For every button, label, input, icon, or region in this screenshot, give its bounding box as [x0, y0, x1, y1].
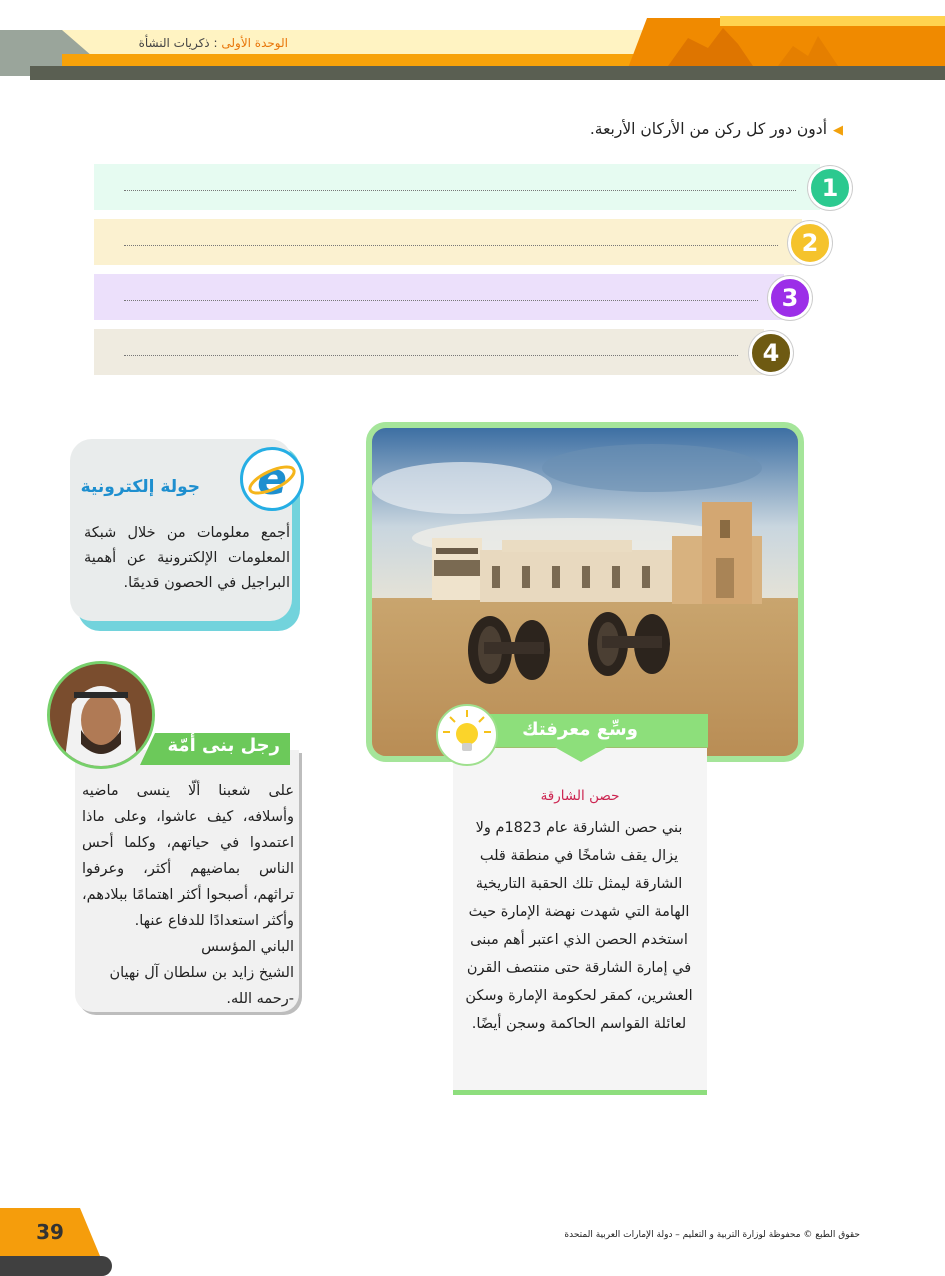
e-tour-text: أجمع معلومات من خلال شبكة المعلومات الإلكترونية عن أهمية البراجيل في الحصون قديمًا. — [84, 525, 290, 591]
answer-row-4[interactable] — [94, 329, 764, 375]
header-dark-bar — [30, 66, 945, 80]
sharjah-fort-photo — [366, 422, 804, 762]
know-more-title: وسِّع معرفتك — [522, 719, 638, 740]
quote-role: الباني المؤسس — [201, 939, 294, 955]
quote-text: على شعبنا ألّا ينسى ماضيه وأسلافه، كيف عاشوا، وعلى ماذا اعتمدوا في حياتهم، وكلما أحس الناس بماضيهم أكثر، وعرفوا تراثهم، أصبحوا أكثر اهتمامًا ببلادهم، وأكثر استعدادًا للدفاع عنها. — [82, 783, 294, 929]
quote-title: رجل بنى أمّة — [167, 735, 280, 756]
header-orange-strip — [62, 54, 672, 66]
answer-line-2[interactable] — [124, 245, 778, 246]
e-tour-box — [70, 439, 300, 631]
bullet-arrow-icon: ◀ — [833, 123, 843, 138]
know-more-text: بني حصن الشارقة عام 1823م ولا يزال يقف شامخًا في منطقة قلب الشارقة ليمثل تلك الحقبة التاريخية الهامة التي شهدت نهضة الإمارة حيث استخدم الحصن الذي اعتبر أهم مبنى في إمارة الشارقة حتى منتصف القرن العشرين، كمقر لحكومة الإمارة وسكن لعائلة القواسم الحاكمة وسجن أيضًا. — [465, 820, 693, 1032]
page-number: 39 — [36, 1220, 64, 1244]
quote-text-block — [82, 778, 294, 1012]
header-yellow-top — [720, 16, 945, 26]
instruction-text: أدون دور كل ركن من الأركان الأربعة. — [589, 120, 827, 138]
unit-name: ذكريات النشأة — [138, 36, 210, 50]
unit-label: الوحدة الأولى — [221, 36, 288, 50]
know-more-heading: حصن الشارقة — [540, 788, 620, 804]
number-badge-2: 2 — [788, 221, 832, 265]
number-badge-4: 4 — [749, 331, 793, 375]
unit-title — [118, 36, 288, 50]
answer-line-1[interactable] — [124, 190, 796, 191]
answer-row-3[interactable] — [94, 274, 784, 320]
footer-dark-bar — [0, 1256, 112, 1276]
quote-author-name: الشيخ زايد بن سلطان آل نهيان — [109, 965, 294, 981]
number-badge-3: 3 — [768, 276, 812, 320]
answer-line-4[interactable] — [124, 355, 738, 356]
instruction — [590, 120, 843, 138]
number-badge-1: 1 — [808, 166, 852, 210]
quote-rip: -رحمه الله. — [226, 991, 294, 1007]
copyright-text: حقوق الطبع © محفوظة لوزارة التربية و التعليم – دولة الإمارات العربية المتحدة — [564, 1230, 860, 1240]
e-tour-title: جولة إلكترونية — [80, 477, 200, 497]
internet-e-icon — [240, 447, 304, 511]
lightbulb-icon — [436, 704, 498, 766]
portrait-avatar — [47, 661, 155, 769]
fort-illustration — [372, 428, 798, 756]
unit-separator: : — [213, 36, 218, 50]
answer-row-1[interactable] — [94, 164, 820, 210]
svg-text:e: e — [257, 454, 287, 505]
answer-line-3[interactable] — [124, 300, 758, 301]
answer-row-2[interactable] — [94, 219, 802, 265]
